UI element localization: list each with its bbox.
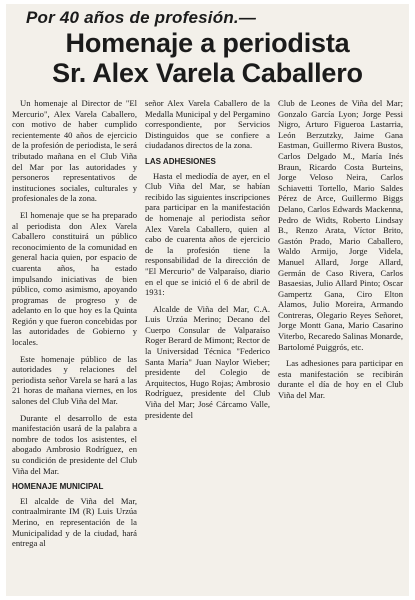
paragraph: Hasta el mediodía de ayer, en el Club Viña del Mar, se habían recibido las siguientes inscripciones para participar en la manifestación de homenaje al periodista señor Alex Varela Caballero, quien al cabo de cuarenta años de ejercicio de la profesión tiene la responsabilidad de la dirección de "El Mercurio" de Valparaíso, diario en el que se inició el 6 de abril de 1931: bbox=[145, 170, 270, 298]
column-2 bbox=[145, 98, 270, 555]
newspaper-clipping bbox=[6, 4, 409, 596]
paragraph: El alcalde de Viña del Mar, contraalmirante IM (R) Luis Urzúa Merino, en representación de la Municipalidad y de la ciudad, hará entrega al bbox=[12, 495, 137, 549]
column-1 bbox=[12, 98, 137, 555]
paragraph: Club de Leones de Viña del Mar; Gonzalo García Lyon; Jorge Pessi Nigro, Arturo Figueroa Lastarria, León Berzutzky, Jaime Gana Eastman, Guillermo Rivera Bustos, Carlos Delgado M., María Inés Braun, Ricardo Costa Burteins, Jorge Veloso Neira, Carlos Schiavetti Tortello, Mario Saldes Pérez de Arce, Guillermo Biggs Delano, Carlos Edwards Mackenna, Pedro de Widts, Roberto Lindsay B., Renzo Arata, Víctor Brito, Gastón Prado, Mario Caballero, Waldo Armijo, Jorge Videla, Manuel Allard, Jorge Allard, Germán de Caso Rivera, Carlos Basaesias, Julio Allard Pinto; Oscar Gampertz Gana, Ciro Elton Alamos, Julio Moreira, Armando Contreras, Olegario Reyes Señoret, Jorge Montt Gana, Mario Casarino Viterbo, Recaredo Salinas Monarde, Bartolomé Puiggrós, etc. bbox=[278, 98, 403, 352]
paragraph: Las adhesiones para participar en esta manifestación se recibirán durante el día de hoy en el Club Viña del Mar. bbox=[278, 358, 403, 401]
column-3 bbox=[278, 98, 403, 555]
paragraph: Alcalde de Viña del Mar, C.A. Luis Urzúa Merino; Decano del Cuerpo Consular de Valparaíso Roger Berard de Mimont; Rector de la Universidad Técnica "Federico Santa María" Juan Naylor Wieber; presidente del Colegio de Arquitectos, Hugo Rojas; Ambrosio Rodríguez, presidente del Club Viña del Mar; José Cárcamo Valle, presidente del bbox=[145, 303, 270, 420]
headline-line-2: Sr. Alex Varela Caballero bbox=[52, 58, 363, 88]
paragraph: El homenaje que se ha preparado al periodista don Alex Varela Caballero constituirá un público reconocimiento de la comunidad en general hacia quien, por espacio de cuarenta años, ha estado impulsando iniciativas de bien público, como asimismo, apoyando programas de progreso y de adelanto en lo que hoy es la Quinta Región y que fueron concebidas por las autoridades de Gobierno y locales. bbox=[12, 209, 137, 348]
paragraph: señor Alex Varela Caballero de la Medalla Municipal y del Pergamino correspondiente, por Servicios Distinguidos que se confiere a ciudadanos directos de la zona. bbox=[145, 98, 270, 151]
paragraph: Este homenaje público de las autoridades y relaciones del periodista señor Varela se hará a las 21 horas de mañana viernes, en los salones del Club Viña del Mar. bbox=[12, 353, 137, 407]
paragraph: Un homenaje al Director de "El Mercurio", Alex Varela Caballero, con motivo de haber cumplido recientemente 40 años de ejercicio de la profesión de periodista, le será tributado mañana en el Club Viña del Mar por las autoridades y personeros representativos de instituciones sociales, culturales y profesionales de la zona. bbox=[12, 98, 137, 204]
subheading: HOMENAJE MUNICIPAL bbox=[12, 482, 104, 492]
paragraph: Durante el desarrollo de esta manifestación usará de la palabra a nombre de todos los asistentes, el abogado Ambrosio Rodríguez, en su condición de presidente del Club Viña del Mar. bbox=[12, 412, 137, 476]
article-columns bbox=[12, 98, 403, 555]
headline-line-1: Homenaje a periodista bbox=[65, 28, 350, 58]
article-kicker: Por 40 años de profesión.— bbox=[26, 8, 257, 27]
subheading: LAS ADHESIONES bbox=[145, 156, 216, 166]
